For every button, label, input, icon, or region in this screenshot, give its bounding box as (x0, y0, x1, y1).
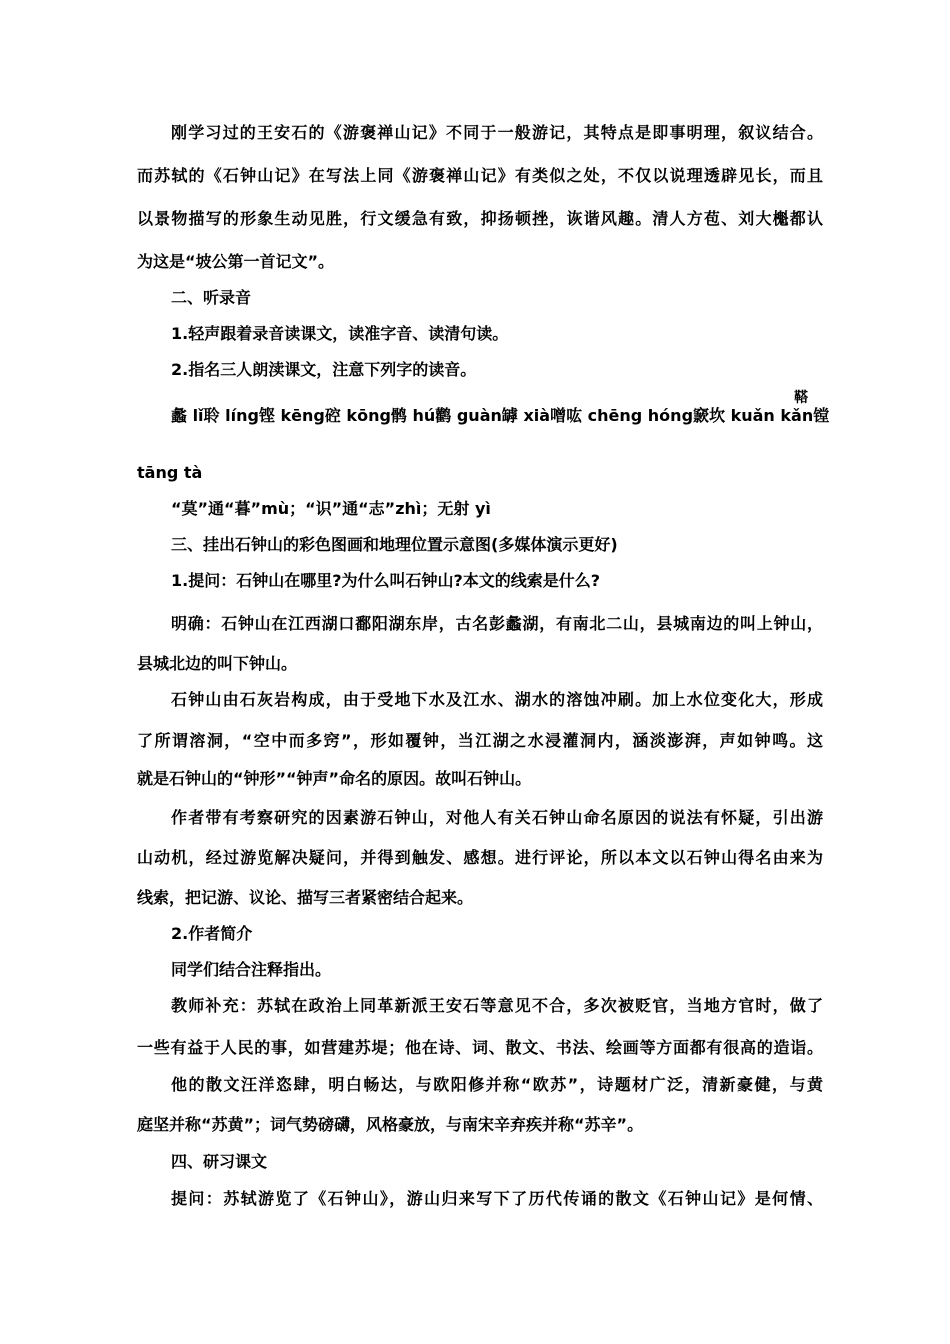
text-line-l3: 以景物描写的形象生动见胜，行文缓急有致，抑扬顿挫，诙谐风趣。清人方苞、刘大櫆都认 (137, 209, 823, 228)
text-line-l15: 石钟山由石灰岩构成，由于受地下水及江水、湖水的溶蚀冲刷。加上水位变化大，形成 (171, 690, 823, 709)
text-line-l1: 刚学习过的王安石的《游褒禅山记》不同于一般游记，其特点是即事明理，叙议结合。 (171, 123, 823, 142)
text-line-l16: 了所谓溶洞，“空中而多窍”，形如覆钟，当江湖之水浸灌洞内，涵淡澎湃，声如钟鸣。这 (137, 731, 823, 750)
text-line-l14: 县城北边的叫下钟山。 (137, 654, 298, 673)
text-line-l2: 而苏轼的《石钟山记》在写法上同《游褒禅山记》有类似之处，不仅以说理透辟见长，而且 (137, 166, 823, 185)
text-line-l7: 2.指名三人朗渎课文，注意下列字的读音。 (171, 360, 477, 379)
pronunciation-item: 铿 kēng (258, 406, 325, 425)
text-line-l22: 同学们结合注释指出。 (171, 960, 332, 979)
pronunciation-item: 硿 kōng (324, 406, 391, 425)
pronunciation-item: 蠡 lǐ (171, 406, 204, 425)
section-heading-map: 三、挂出石钟山的彩色图画和地理位置示意图(多媒体演示更好) (171, 535, 618, 554)
pronunciation-item: 镗 (813, 406, 830, 425)
pronunciation-item: 聆 líng (203, 406, 259, 425)
text-line-l19: 山动机，经过游览解决疑问，并得到触发、感想。进行评论，所以本文以石钟山得名由来为 (137, 848, 823, 867)
text-line-l28: 提问：苏轼游览了《石钟山》，游山归来写下了历代传诵的散文《石钟山记》是何情、 (171, 1189, 823, 1208)
text-line-l23: 教师补充：苏轼在政治上同革新派王安石等意见不合，多次被贬官，当地方官时，做了 (171, 996, 823, 1015)
text-line-l6: 1.轻声跟着录音读课文，读准字音、读清句读。 (171, 324, 509, 343)
pronunciation-item: 鹘 hú (390, 406, 436, 425)
pronunciation-item: 噌吰 chēng hóng (550, 406, 694, 425)
pronunciation-list (171, 404, 830, 428)
pronunciation-ruby-char: 鞳 (794, 390, 808, 406)
text-line-l12: 1.提问：石钟山在哪里?为什么叫石钟山?本文的线索是什么? (171, 571, 601, 590)
text-line-l20: 线索，把记游、议论、描写三者紧密结合起来。 (137, 888, 474, 907)
text-line-l18: 作者带有考察研究的因素游石钟山，对他人有关石钟山命名原因的说法有怀疑，引出游 (171, 808, 823, 827)
text-line-l17: 就是石钟山的“钟形”“钟声”命名的原因。故叫石钟山。 (137, 769, 532, 788)
text-line-l4: 为这是“坡公第一首记文”。 (137, 252, 335, 271)
text-line-l24: 一些有益于人民的事，如营建苏堤；他在诗、词、散文、书法、绘画等方面都有很高的造诣。 (137, 1038, 823, 1057)
pronunciation-item: 窾坎 kuǎn kǎn (693, 406, 814, 425)
pronunciation-item: 罅 xià (501, 406, 551, 425)
section-heading-listen: 二、听录音 (171, 288, 252, 307)
pronunciation-item: 鹳 guàn (435, 406, 502, 425)
section-heading-study: 四、研习课文 (171, 1152, 268, 1171)
text-line-l26: 庭坚并称“苏黄”；词气势磅礴，风格豪放，与南宋辛弃疾并称“苏辛”。 (137, 1115, 644, 1134)
text-line-l9: tāng tà (137, 463, 203, 482)
text-line-l13: 明确：石钟山在江西湖口鄱阳湖东岸，古名彭蠡湖，有南北二山，县城南边的叫上钟山， (171, 614, 823, 633)
section-heading-author: 2.作者简介 (171, 924, 253, 943)
text-line-l25: 他的散文汪洋恣肆，明白畅达，与欧阳修并称“欧苏”，诗题材广泛，清新豪健，与黄 (171, 1075, 823, 1094)
text-line-l10: “莫”通“暮”mù；“识”通“志”zhì；无射 yì (171, 499, 491, 518)
